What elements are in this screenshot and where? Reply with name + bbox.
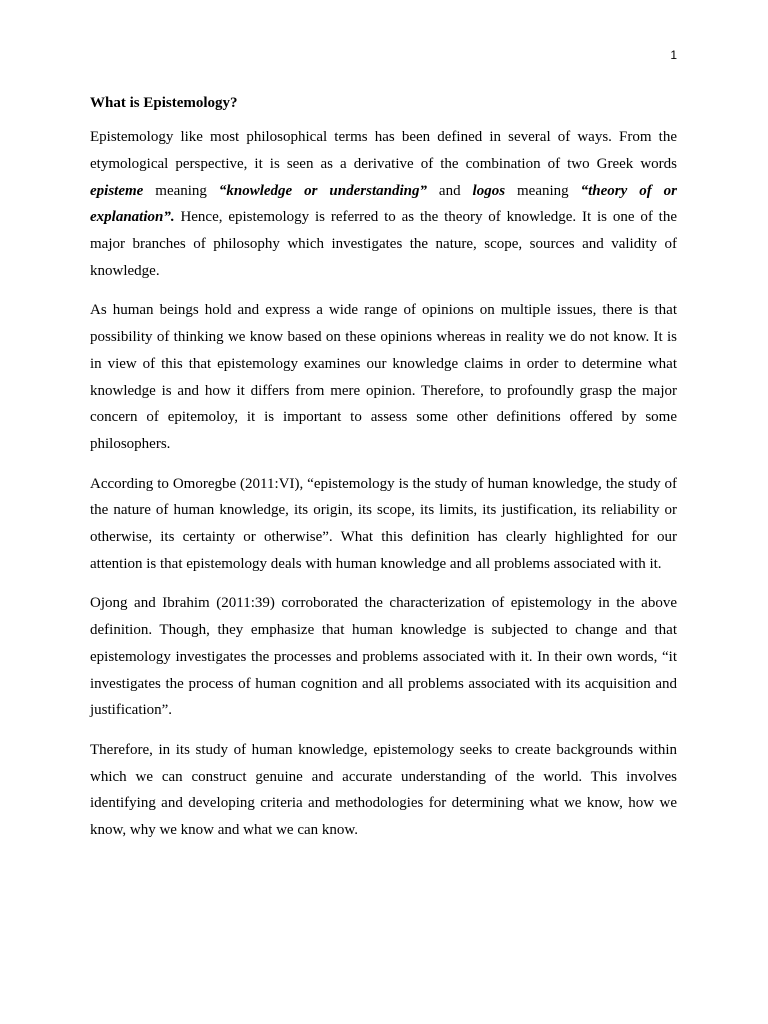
paragraph-text: and — [426, 182, 473, 199]
paragraph-text: Epistemology like most philosophical terms has been defined in several of ways. From the etymological perspective, it is seen as a derivative of the combination of two Greek words — [90, 129, 677, 172]
meaning-episteme: “knowledge or understanding” — [218, 182, 427, 199]
meaning-logos: “theory of or explanation”. — [90, 182, 677, 226]
paragraph-conclusion: Therefore, in its study of human knowledge, epistemology seeks to create backgrounds within which we can construct genuine and accurate understanding of the world. This involves identifying and developing criteria and methodologies for determining what we know, how we know, why we know and what we can know. — [90, 741, 677, 839]
document-body — [90, 93, 677, 856]
term-episteme: episteme — [90, 182, 144, 199]
paragraph-text: meaning — [143, 182, 219, 199]
paragraph-text: meaning — [505, 182, 581, 199]
paragraph-definition — [90, 124, 677, 285]
paragraph-omoregbe: According to Omoregbe (2011:VI), “epistemology is the study of human knowledge, the study of the nature of human knowledge, its origin, its scope, its limits, its justification, its reliability or otherwise, its certainty or otherwise”. What this definition has clearly highlighted for our attention is that epistemology deals with human knowledge and all problems associated with it. — [90, 475, 677, 572]
paragraph-text: Hence, epistemology is referred to as the theory of knowledge. It is one of the major branches of philosophy which investigates the nature, scope, sources and validity of knowledge. — [90, 209, 677, 279]
section-heading: What is Epistemology? — [90, 95, 238, 111]
term-logos: logos — [472, 182, 506, 199]
paragraph-opinions: As human beings hold and express a wide range of opinions on multiple issues, there is that possibility of thinking we know based on these opinions whereas in reality we do not know. It is in view of this that epistemology examines our knowledge claims in order to determine what knowledge is and how it differs from mere opinion. Therefore, to profoundly grasp the major concern of epitemoloy, it is important to assess some other definitions offered by some philosophers. — [90, 302, 677, 453]
paragraph-ojong-ibrahim: Ojong and Ibrahim (2011:39) corroborated the characterization of epistemology in the above definition. Though, they emphasize that human knowledge is subjected to change and that epistemology investigates the processes and problems associated with it. In their own words, “it investigates the process of human cognition and all problems associated with its acquisition and justification”. — [90, 595, 677, 719]
page-number: 1 — [670, 48, 677, 62]
